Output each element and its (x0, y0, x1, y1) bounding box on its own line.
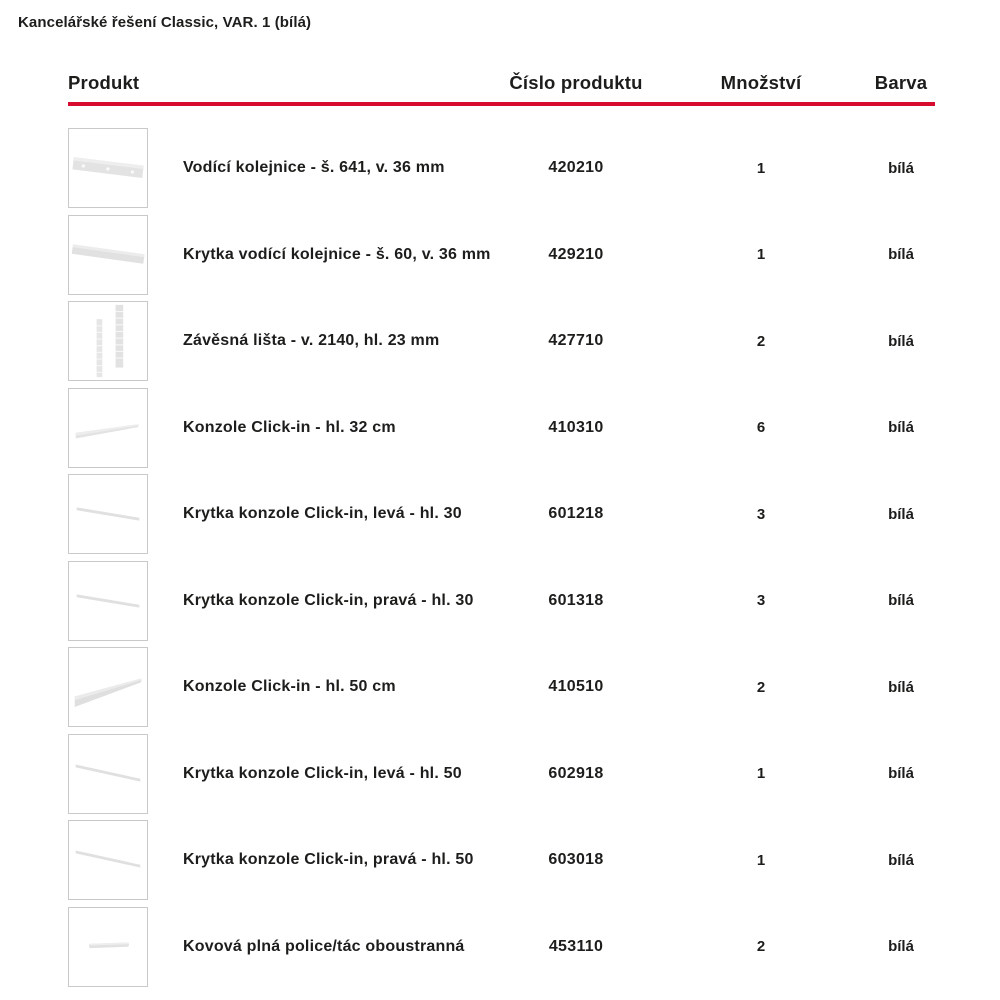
product-name: Krytka konzole Click-in, levá - hl. 50 (183, 764, 462, 782)
product-quantity: 1 (756, 765, 766, 783)
product-thumbnail (68, 820, 148, 900)
product-color: bílá (888, 678, 914, 696)
header-underline (68, 102, 935, 106)
product-thumbnail (68, 128, 148, 208)
product-name: Krytka konzole Click-in, pravá - hl. 50 (183, 851, 474, 869)
page-title: Kancelářské řešení Classic, VAR. 1 (bílá) (18, 14, 312, 31)
product-quantity: 3 (756, 592, 766, 610)
product-quantity: 2 (756, 332, 766, 350)
product-number: 427710 (548, 332, 604, 350)
table-row (68, 558, 935, 645)
product-quantity: 6 (756, 419, 766, 437)
product-number: 429210 (548, 245, 604, 263)
product-thumbnail (68, 388, 148, 468)
product-color: bílá (888, 332, 914, 350)
product-thumbnail (68, 647, 148, 727)
product-quantity: 1 (756, 159, 766, 177)
product-quantity: 1 (756, 851, 766, 869)
product-quantity: 1 (756, 246, 766, 264)
table-body (68, 125, 935, 990)
product-image-cell (68, 820, 150, 900)
table-row (68, 644, 935, 731)
table-header-row (68, 66, 935, 94)
product-thumbnail (68, 561, 148, 641)
product-image-cell (68, 561, 150, 641)
table-row (68, 212, 935, 299)
bracket-cover-left-50-icon (70, 736, 146, 812)
product-color: bílá (888, 938, 914, 956)
product-color: bílá (888, 765, 914, 783)
product-image-cell (68, 907, 150, 987)
product-number: 420210 (548, 159, 604, 177)
product-number: 603018 (548, 851, 604, 869)
product-image-cell (68, 647, 150, 727)
rail-cover-icon (70, 217, 146, 293)
product-image-cell (68, 388, 150, 468)
product-image-cell (68, 474, 150, 554)
bracket-cover-right-30-icon (70, 563, 146, 639)
product-quantity: 3 (756, 505, 766, 523)
table-row (68, 298, 935, 385)
product-thumbnail (68, 215, 148, 295)
product-thumbnail (68, 474, 148, 554)
column-header-number: Číslo produktu (509, 72, 643, 93)
product-color: bílá (888, 159, 914, 177)
product-image-cell (68, 215, 150, 295)
wall-strip-icon (70, 303, 146, 379)
column-header-quantity: Množství (720, 72, 802, 93)
bracket-32-icon (70, 390, 146, 466)
product-thumbnail (68, 734, 148, 814)
product-color: bílá (888, 246, 914, 264)
table-row (68, 817, 935, 904)
product-name: Kovová plná police/tác oboustranná (183, 937, 465, 955)
product-image-cell (68, 128, 150, 208)
table-row (68, 731, 935, 818)
product-name: Konzole Click-in - hl. 50 cm (183, 678, 396, 696)
product-name: Vodící kolejnice - š. 641, v. 36 mm (183, 159, 445, 177)
product-name: Konzole Click-in - hl. 32 cm (183, 418, 396, 436)
product-number: 410310 (548, 418, 604, 436)
rail-icon (70, 130, 146, 206)
product-image-cell (68, 734, 150, 814)
column-header-color: Barva (874, 72, 928, 93)
product-table (68, 66, 935, 990)
product-color: bílá (888, 851, 914, 869)
product-color: bílá (888, 592, 914, 610)
table-row (68, 904, 935, 991)
product-thumbnail (68, 301, 148, 381)
product-thumbnail (68, 907, 148, 987)
product-image-cell (68, 301, 150, 381)
shelf-icon (70, 909, 146, 985)
bracket-50-icon (70, 649, 146, 725)
bracket-cover-left-30-icon (70, 476, 146, 552)
product-color: bílá (888, 505, 914, 523)
product-quantity: 2 (756, 938, 766, 956)
product-number: 601218 (548, 505, 604, 523)
product-name: Krytka vodící kolejnice - š. 60, v. 36 mm (183, 245, 491, 263)
product-name: Krytka konzole Click-in, pravá - hl. 30 (183, 591, 474, 609)
table-row (68, 385, 935, 472)
product-name: Krytka konzole Click-in, levá - hl. 30 (183, 505, 462, 523)
bracket-cover-right-50-icon (70, 822, 146, 898)
product-color: bílá (888, 419, 914, 437)
product-number: 601318 (548, 591, 604, 609)
table-row (68, 125, 935, 212)
product-number: 453110 (548, 937, 604, 955)
product-name: Závěsná lišta - v. 2140, hl. 23 mm (183, 332, 440, 350)
product-number: 410510 (548, 678, 604, 696)
product-number: 602918 (548, 764, 604, 782)
table-row (68, 471, 935, 558)
column-header-product: Produkt (68, 72, 140, 93)
product-quantity: 2 (756, 678, 766, 696)
